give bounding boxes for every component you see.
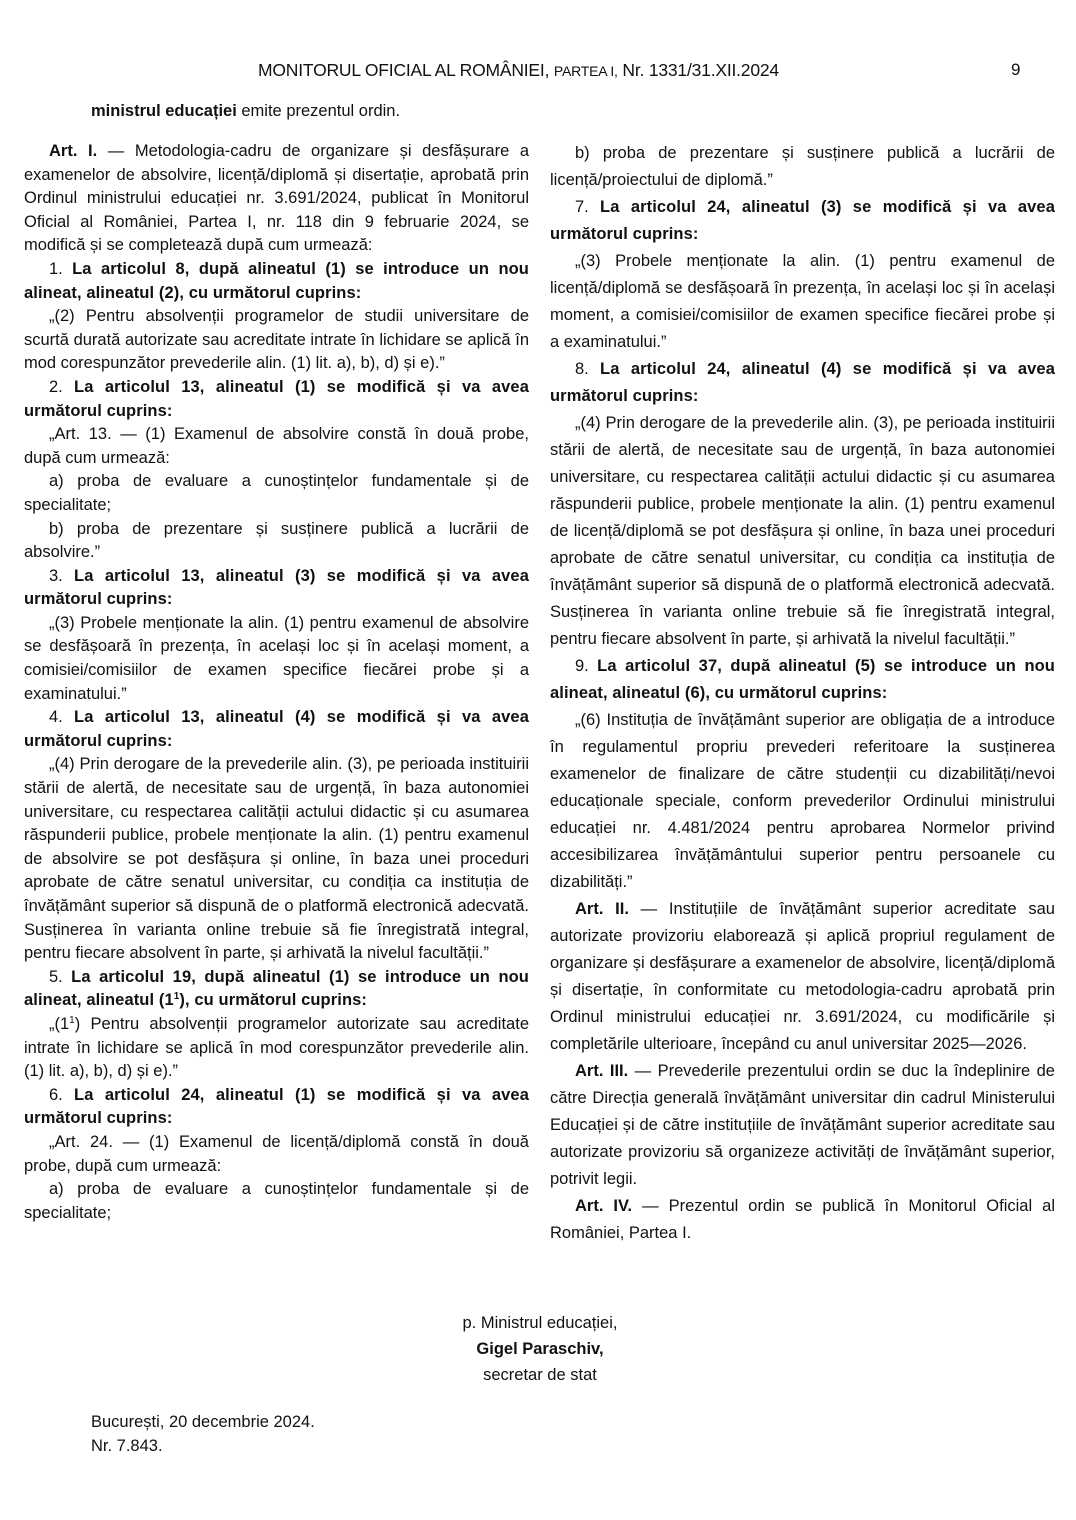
item-5-heading [24, 966, 529, 1013]
item-6-heading [24, 1084, 529, 1131]
item-2-text-1: „Art. 13. — (1) Examenul de absolvire constă în două probe, după cum urmează: [24, 425, 529, 467]
item-4-heading [24, 706, 529, 753]
item-7-text: „(3) Probele menționate la alin. (1) pentru examenul de licență/diplomă se desfășoară în prezența, în același loc și în același moment, a comisiei/comisiilor de examen specifice fiecărei probe și a examinatului.” [550, 252, 1055, 351]
article-3 [550, 1058, 1055, 1193]
place-date: București, 20 decembrie 2024. [91, 1413, 315, 1431]
item-3-heading [24, 565, 529, 612]
signatory-name: Gigel Paraschiv, [476, 1340, 604, 1358]
item-3-heading-text: La articolul 13, alineatul (3) se modifică și va avea următorul cuprins: [24, 566, 529, 609]
lead-rest: emite prezentul ordin. [236, 102, 401, 120]
article-1 [24, 140, 529, 258]
item-9-text: „(6) Instituția de învățământ superior are obligația de a introduce în regulamentul propriu prevederi referitoare la susținerea examenelor de finalizare de către studenții cu dizabilități/nevoi educaționale speciale, conform prevederilor Ordinului ministrului educației nr. 4.481/2024 pentru aprobarea Normelor privind accesibilizarea învățământului superior pentru persoanele cu dizabilități.” [550, 711, 1055, 891]
publication-title [258, 60, 779, 81]
article-4 [550, 1193, 1055, 1247]
lead-sentence [91, 102, 400, 121]
article-2 [550, 896, 1055, 1058]
article-4-label: Art. IV. [575, 1197, 633, 1215]
item-2-text-3: b) proba de prezentare și susținere publică a lucrării de absolvire.” [24, 519, 529, 562]
item-5-heading-text [24, 968, 529, 1010]
superscript: 1 [173, 991, 180, 1003]
item-9-heading-text: La articolul 37, după alineatul (5) se introduce un nou alineat, alineatul (6), cu următorul cuprins: [550, 657, 1055, 702]
item-2-text-2: a) proba de evaluare a cunoștințelor fundamentale și de specialitate; [24, 472, 529, 514]
article-3-label: Art. III. [575, 1062, 629, 1080]
item-2-heading [24, 376, 529, 423]
publication-name: MONITORUL OFICIAL AL ROMÂNIEI, [258, 60, 550, 80]
item-9-number: 9. [575, 657, 598, 675]
place-date-block [91, 1410, 315, 1458]
item-4-number: 4. [49, 708, 75, 727]
item-4-text: „(4) Prin derogare de la prevederile alin. (3), pe perioada instituirii stării de alertă, de necesitate sau de urgență, în baza autonomiei universitare, cu respectarea calității actului didactic și cu asumarea răspunderii publice, probele menționate la alin. (1) pentru examenul de absolvire se pot desfășura și online, în baza unei proceduri aprobate de către senatul universitar, cu condiția ca instituția de învățământ superior să dispună de o platformă electronică adecvată. Susținerea în varianta online trebuie să fie înregistrată integral, pentru fiecare absolvent în parte, și arhivată la nivelul facultății.” [24, 755, 529, 963]
item-7-heading-text: La articolul 24, alineatul (3) se modifică și va avea următorul cuprins: [550, 198, 1055, 243]
item-6-number: 6. [49, 1085, 75, 1104]
item-6-text-2: a) proba de evaluare a cunoștințelor fundamentale și de specialitate; [24, 1180, 529, 1222]
article-4-text: — Prezentul ordin se publică în Monitorul Oficial al României, Partea I. [550, 1197, 1055, 1242]
signatory-role: secretar de stat [483, 1366, 597, 1384]
right-column [550, 140, 1055, 1247]
item-5-heading-b: ), cu următorul cuprins: [179, 991, 367, 1010]
item-7-number: 7. [575, 198, 601, 216]
item-8-heading [550, 356, 1055, 410]
order-number: Nr. 7.843. [91, 1437, 163, 1455]
superscript: 1 [69, 1014, 75, 1026]
signature-block [380, 1310, 700, 1388]
item-5-text-b: ) Pentru absolvenții programelor autorizate sau acreditate intrate în lichidare se aplică în mod corespunzător prevederile alin. (1) lit. a), b), d) și e).” [24, 1014, 529, 1081]
item-9-heading [550, 653, 1055, 707]
item-1-heading [24, 258, 529, 305]
item-6-text-1: „Art. 24. — (1) Examenul de licență/diplomă constă în două probe, după cum urmează: [24, 1132, 529, 1175]
publication-issue: Nr. 1331/31.XII.2024 [622, 60, 779, 80]
publication-part: PARTEA I, [553, 63, 618, 79]
item-8-text: „(4) Prin derogare de la prevederile alin. (3), pe perioada instituirii stării de alertă, de necesitate sau de urgență, în baza autonomiei universitare, cu respectarea calității actului didactic și cu asumarea răspunderii publice, probele menționate la alin. (1) pentru examenul de licență/diplomă se pot desfășura și online, în baza unei proceduri aprobate de către senatul universitar, cu condiția ca instituția de învățământ superior să dispună de o platformă electronică adecvată. Susținerea în varianta online trebuie să fie înregistrată integral, pentru fiecare absolvent în parte, și arhivată la nivelul facultății.” [550, 414, 1055, 648]
article-1-text: — Metodologia-cadru de organizare și desfășurare a examenelor de absolvire, licență/diplomă și disertație, aprobată prin Ordinul ministrului educației nr. 3.691/2024, publicat în Monitorul Oficial al României, Partea I, nr. 118 din 9 februarie 2024, se modifică și se completează după cum urmează: [24, 142, 530, 255]
item-3-number: 3. [49, 566, 75, 585]
item-1-heading-text: La articolul 8, după alineatul (1) se introduce un nou alineat, alineatul (2), cu următorul cuprins: [24, 259, 529, 302]
item-6-text-3: b) proba de prezentare și susținere publică a lucrării de licență/proiectului de diplomă.” [550, 144, 1055, 189]
item-5-heading-a: La articolul 19, după alineatul (1) se introduce un nou alineat, alineatul (1 [24, 967, 529, 1010]
item-4-heading-text: La articolul 13, alineatul (4) se modifică și va avea următorul cuprins: [24, 708, 529, 750]
item-2-number: 2. [49, 377, 75, 396]
item-5-number: 5. [49, 967, 72, 986]
item-3-text: „(3) Probele menționate la alin. (1) pentru examenul de absolvire se desfășoară în prezența, în același loc și în același moment, a comisiei/comisiilor de examen specifice fiecărei probe și a examinatului.” [24, 613, 529, 703]
article-3-text: — Prevederile prezentului ordin se duc la îndeplinire de către Direcția generală învățământ universitar din cadrul Ministerului Educației și de către instituțiile de învățământ superior acreditate sau autorizate provizoriu să organizeze activități de învățământ superior, potrivit legii. [550, 1062, 1055, 1188]
left-column [24, 140, 529, 1225]
item-8-number: 8. [575, 360, 601, 378]
item-8-heading-text: La articolul 24, alineatul (4) se modifică și va avea următorul cuprins: [550, 360, 1055, 405]
signature-title: p. Ministrul educației, [462, 1314, 618, 1332]
item-1-text: „(2) Pentru absolvenții programelor de studii universitare de scurtă durată autorizate sau acreditate intrate în lichidare se aplică în mod corespunzător prevederile alin. (1) lit. a), b), d) și e).” [24, 307, 529, 373]
page-number: 9 [1011, 60, 1021, 79]
article-2-text: — Instituțiile de învățământ superior acreditate sau autorizate provizoriu elaborează și aplică propriul regulament de organizare și desfășurare a examenelor de absolvire, licență/diplomă și disertație, în conformitate cu metodologia-cadru aprobată prin Ordinul ministrului educației nr. 3.691/2024, cu modificările și completările ulterioare, începând cu anul universitar 2025—2026. [550, 900, 1055, 1053]
page-header [0, 60, 1076, 90]
item-7-heading [550, 194, 1055, 248]
article-1-label: Art. I. [49, 142, 98, 160]
item-2-heading-text: La articolul 13, alineatul (1) se modifică și va avea următorul cuprins: [24, 377, 529, 420]
item-6-heading-text: La articolul 24, alineatul (1) se modifică și va avea următorul cuprins: [24, 1085, 529, 1128]
item-5-text-a: „(1 [49, 1014, 70, 1033]
lead-bold: ministrul educației [91, 102, 237, 120]
item-1-number: 1. [49, 259, 73, 278]
article-2-label: Art. II. [575, 900, 629, 918]
item-5-text [24, 1013, 529, 1084]
